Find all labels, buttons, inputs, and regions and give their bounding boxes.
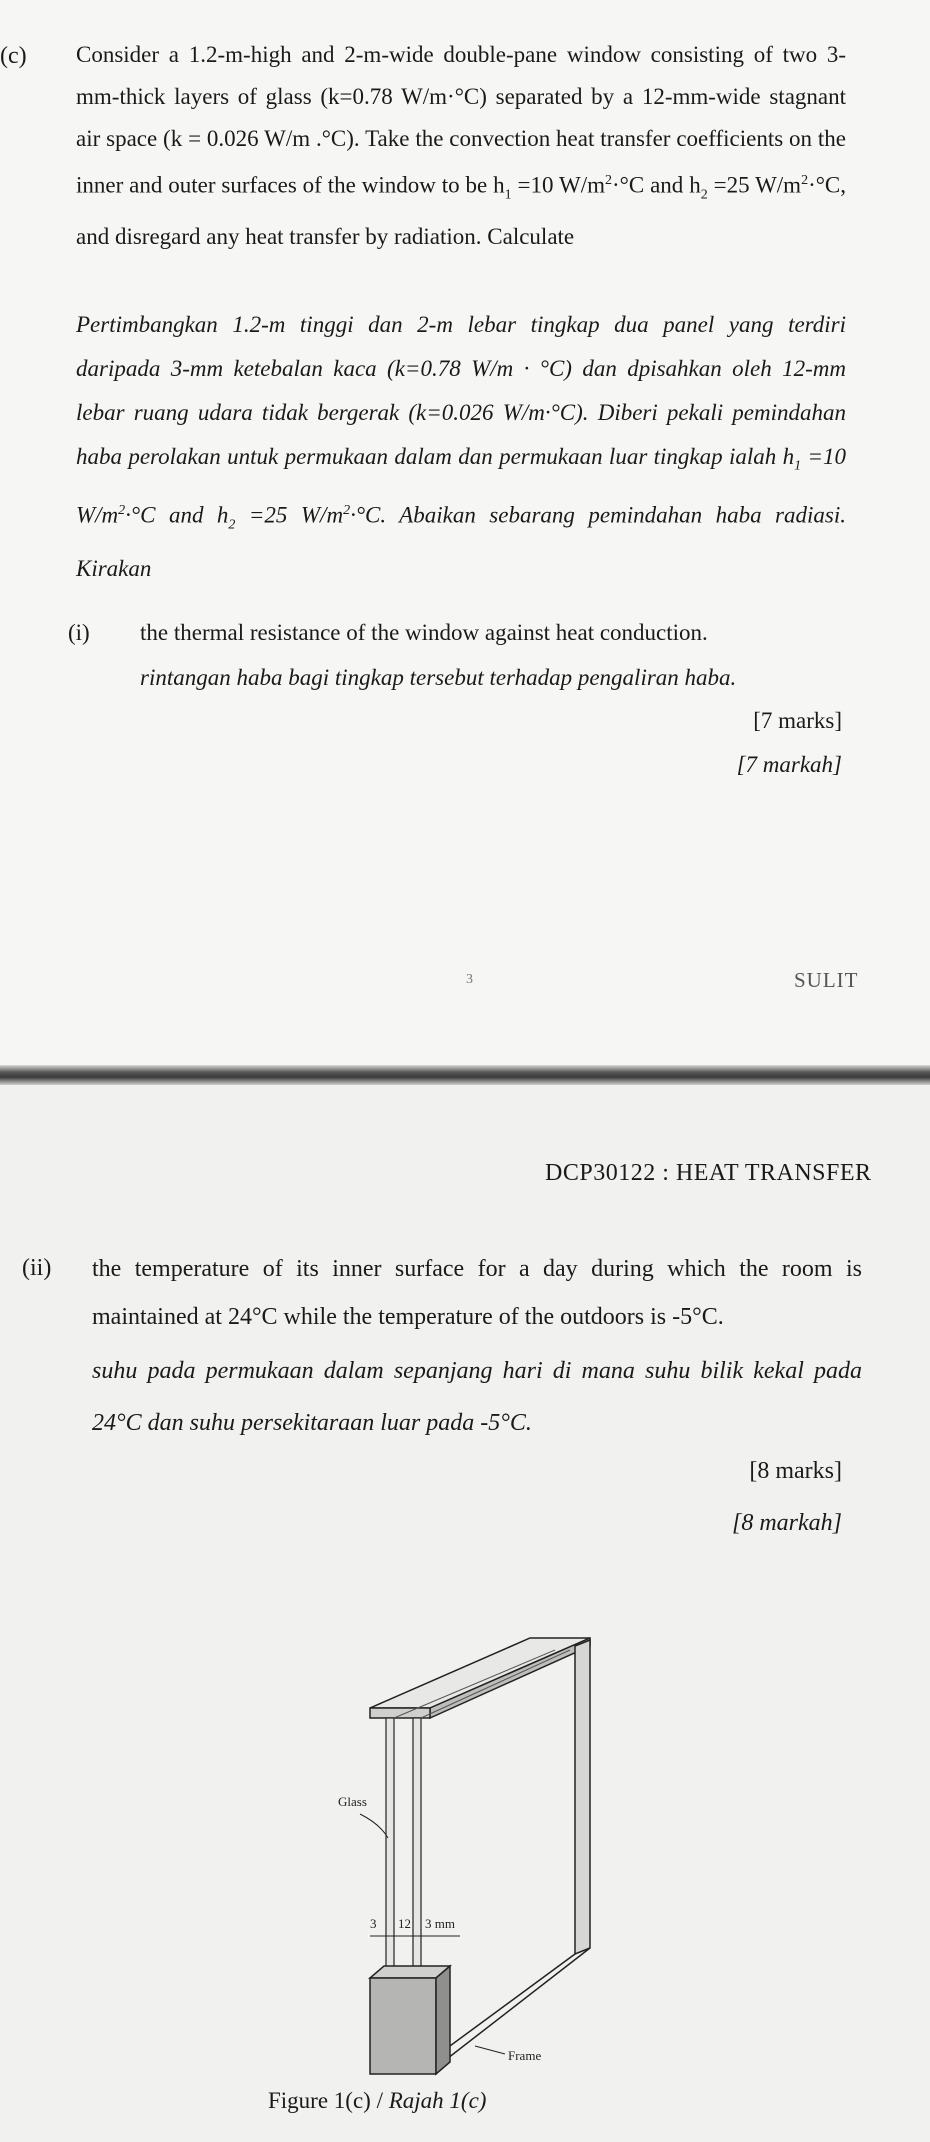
dim-left-label: 3 bbox=[370, 1916, 377, 1931]
question-label: (c) bbox=[0, 43, 27, 69]
frame-base bbox=[370, 1978, 436, 2074]
figure-caption bbox=[268, 2088, 486, 2114]
frame-label: Frame bbox=[508, 2048, 542, 2063]
figure-caption-en: Figure 1(c) / bbox=[268, 2088, 389, 2113]
window-diagram bbox=[300, 1628, 740, 2088]
glass-pane-inner bbox=[386, 1718, 394, 1978]
question-malay: Pertimbangkan 1.2-m tinggi dan 2-m lebar tingkap dua panel yang terdiri daripada 3-mm ketebalan kaca (k=0.78 W/m · °C) dan dpisahkan oleh 12-mm lebar ruang udara tidak bergerak (k=0.026 W/m·°C). Diberi pekali pemindahan haba perolakan untuk permukaan dalam dan permukaan luar tingkap ialah $h_1 =10$ $W/m^2\cdot^\circ C$ and $h_2 =25$ $W/m^2\cdot^\circ C$. Abaikan sebarang pemindahan haba radiasi. Kirakan bbox=[76, 312, 846, 581]
page-number: 3 bbox=[466, 972, 473, 987]
question-english: Consider a 1.2-m-high and 2-m-wide double-pane window consisting of two 3-mm-thick layers of glass (k=0.78 W/m·°C) separated by a 12-mm-wide stagnant air space (k = 0.026 W/m .°C). Take the convection heat transfer coefficients on the inner and outer surfaces of the window to be $h_1 =10$ $W/m^2\cdot^\circ C$ and $h_2 =25$ $W/m^2\cdot^\circ C$, and disregard any heat transfer by radiation. Calculate bbox=[76, 42, 847, 250]
classification-label: SULIT bbox=[794, 968, 859, 992]
part-i-label: (i) bbox=[68, 620, 90, 645]
glass-pane-outer bbox=[413, 1718, 421, 1978]
frame-top bbox=[370, 1638, 590, 1708]
dim-gap-label: 12 bbox=[398, 1916, 411, 1931]
part-i-marks-ms: [7 markah] bbox=[736, 752, 842, 777]
part-ii-malay: suhu pada permukaan dalam sepanjang hari di mana suhu bilik kekal pada 24°C dan suhu persekitaraan luar pada -5°C. bbox=[92, 1358, 862, 1436]
part-ii-marks-en: [8 marks] bbox=[749, 1458, 842, 1484]
part-i-malay: rintangan haba bagi tingkap tersebut terhadap pengaliran haba. bbox=[140, 665, 737, 690]
part-i-english: the thermal resistance of the window against heat conduction. bbox=[140, 620, 708, 645]
part-ii-english: the temperature of its inner surface for a day during which the room is maintained at 24°C while the temperature of the outdoors is -5°C. bbox=[92, 1256, 862, 1330]
course-header: DCP30122 : HEAT TRANSFER bbox=[545, 1160, 872, 1186]
frame-side bbox=[575, 1640, 590, 1954]
part-ii-marks-ms: [8 markah] bbox=[731, 1510, 842, 1536]
dim-right-label: 3 mm bbox=[425, 1916, 455, 1931]
part-ii-label: (ii) bbox=[22, 1255, 52, 1281]
figure-caption-ms: Rajah 1(c) bbox=[388, 2088, 487, 2113]
part-i-marks-en: [7 marks] bbox=[753, 708, 842, 733]
glass-label: Glass bbox=[338, 1794, 367, 1809]
page-seam bbox=[0, 1065, 930, 1085]
